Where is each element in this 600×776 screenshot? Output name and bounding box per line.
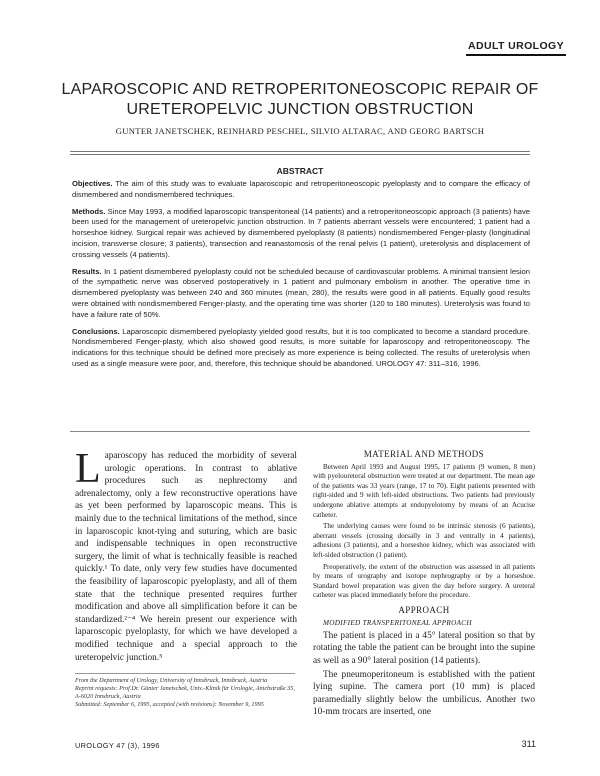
right-column: [313, 450, 535, 720]
approach-subheading: MODIFIED TRANSPERITONEAL APPROACH: [323, 618, 472, 627]
footnote-dates: Submitted: September 6, 1995, accepted (with revisions): November 9, 1995: [75, 700, 264, 708]
objectives-label: Objectives.: [72, 179, 113, 188]
author-list: GUNTER JANETSCHEK, REINHARD PESCHEL, SILVIO ALTARAC, AND GEORG BARTSCH: [115, 126, 485, 136]
approach-paragraph-1: The patient is placed in a 45° lateral position so that by rotating the table the patient can be brought into the supine as well as a 90° lateral position (14 patients).: [313, 631, 535, 666]
abstract-results: [72, 267, 530, 321]
conclusions-text: Laparoscopic dismembered pyeloplasty yielded good results, but it is too complicated to become a standard procedure. Nondismembered Fenger-plasty, which also showed good results, is more suitable for laparoscopy and retroperitoneoscopy. The indications for this technique should be defined more precisely as more experience is being collected. The results of ureterolysis when used as a single measure were poor, and, therefore, this technique should be abandoned.: [72, 326, 530, 368]
intro-paragraph: aparoscopy has reduced the morbidity of several urologic operations. In contrast to ablative procedures such as nephrectomy and adrenalectomy, only a few reconstructive operations have as yet been performed by laparoscopic means. This is mainly due to the technical limitations of the method, since in laparoscopic knot-tying and suturing, which are basic and indispensable techniques in open reconstructive surgery, the limit of what is technically feasible is reached quickly.¹ To date, only very few studies have documented the feasibility of laparoscopic pyeloplasty, and all of them state that the technique presented requires further modification and above all simplification before it can be standardized.²⁻⁴ We herein present our experience with laparoscopic pyeloplasty, for which we have developed a modified technique and a special approach to the ureteropelvic junction.⁵: [75, 451, 297, 663]
section-label: ADULT UROLOGY: [468, 40, 564, 52]
section-rule: [466, 54, 566, 56]
page-number: 311: [521, 739, 536, 749]
left-column: [75, 446, 297, 664]
footnote-reprints: Reprint requests: Prof.Dr. Günter Janetschek, Univ.-Klinik für Urologie, Anichstraße 35, A-6020 Innsbruck, Austria: [75, 684, 295, 700]
abstract-objectives: [72, 179, 530, 201]
approach-heading: APPROACH: [398, 604, 450, 615]
methods-paragraph-1: Between April 1993 and August 1995, 17 patients (9 women, 8 men) with pyeloureteral obstruction were treated at our department. The mean age of the patients was 33 years (range, 17 to 70). Eight patients presented with right-sided and 9 with left-sided obstructions. Two patients had previously undergone ablative attempts at endopyelotomy by means of an Acucise catheter.: [313, 462, 535, 519]
objectives-text: The aim of this study was to evaluate laparoscopic and retroperitoneoscopic pyeloplasty and to compare the efficacy of dismembered and nondismembered techniques.: [72, 179, 530, 199]
footnotes: [75, 677, 299, 709]
journal-footer: UROLOGY 47 (3), 1996: [75, 741, 160, 750]
divider-abstract-end: [70, 431, 530, 432]
divider-top-2: [70, 154, 530, 155]
methods-paragraph-2: The underlying causes were found to be intrinsic stenosis (6 patients), aberrant vessels (crossing dorsally in 3 and ventrally in 4 patients), adhesions (3 patients), and a horseshoe kidney, which was associated with left-sided obstruction (1 patient).: [313, 522, 535, 559]
drop-cap: L: [75, 446, 101, 492]
abstract-block: [72, 179, 530, 376]
methods-text: Since May 1993, a modified laparoscopic transperitoneal (14 patients) and a retroperitoneoscopic approach (3 patients) have been used for the management of ureteropelvic junction obstruction. In 7 patients aberrant vessels were encountered; 1 patient had a horseshoe kidney. Surgical repair was achieved by dismembered pyeloplasty (8 patients) nondismembered Fenger-plasty (longitudinal incision, transverse closure; 3 patients), transection and reanastomosis of the renal pelvis (1 patient), ureterolysis and displacement of crossing vessels (4 patients).: [72, 206, 530, 259]
approach-paragraph-2: The pneumoperitoneum is established with the patient lying supine. The camera port (10 mm) is placed paramedially slightly below the umbilicus. Another two 10-mm trocars are inserted, one: [313, 669, 535, 717]
methods-heading: MATERIAL AND METHODS: [363, 449, 485, 459]
footnote-affiliation: From the Department of Urology, University of Innsbruck, Innsbruck, Austria: [75, 677, 268, 684]
methods-paragraph-3: Preoperatively, the extent of the obstruction was assessed in all patients by means of urography and isotope nephrography or by a horseshoe. Standard bowel preparation was given the day before surgery. A ureteral catheter was placed immediately before the procedure.: [313, 562, 535, 600]
abstract-methods: [72, 207, 530, 261]
methods-label: Methods.: [72, 206, 106, 216]
divider-top: [70, 151, 530, 152]
results-text: In 1 patient dismembered pyeloplasty could not be scheduled because of cardiovascular problems. A minimal transient lesion of the sympathetic nerve was observed postoperatively in 1 patient and pulmonary embolism in another. The operative time in dismembered pyeloplasty was between 240 and 360 minutes (mean, 280), the results were good in all patients. Equally good results were obtained with nondismembered Fenger-plasty, and the operating time was shorter (120 to 180 minutes). Ureterolysis was found to have a failure rate of 50%.: [72, 266, 530, 319]
article-title: LAPAROSCOPIC AND RETROPERITONEOSCOPIC REPAIR OF URETEROPELVIC JUNCTION OBSTRUCTION: [61, 81, 539, 118]
conclusions-label: Conclusions.: [72, 326, 120, 336]
abstract-citation: UROLOGY 47: 311–316, 1996.: [375, 358, 481, 368]
results-label: Results.: [72, 266, 102, 276]
footnote-rule: [75, 673, 295, 674]
abstract-conclusions: [72, 327, 530, 370]
abstract-heading: ABSTRACT: [276, 166, 324, 176]
